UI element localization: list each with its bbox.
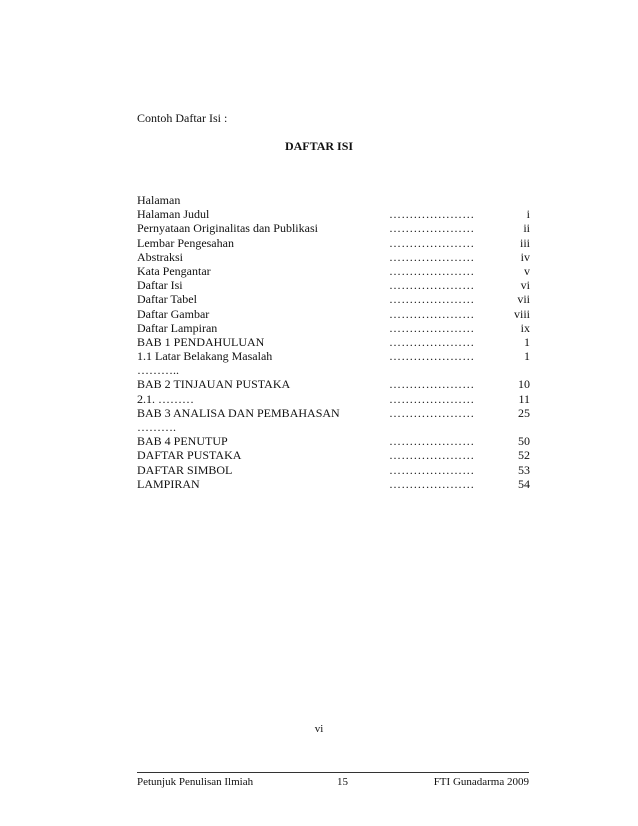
toc-label: Kata Pengantar <box>137 263 211 278</box>
toc-page: 10 <box>518 377 530 392</box>
footer-right-text: FTI Gunadarma 2009 <box>433 776 529 788</box>
toc-row <box>137 278 530 292</box>
toc-row <box>137 363 530 377</box>
toc-page: i <box>526 207 530 222</box>
toc-row <box>137 250 530 264</box>
toc-leader: ………………… <box>389 434 475 449</box>
toc-row <box>137 434 530 448</box>
toc-page: vi <box>520 278 530 293</box>
toc-row <box>137 207 530 221</box>
toc-leader: ………………… <box>389 263 475 278</box>
table-of-contents <box>137 193 530 491</box>
page-number: vi <box>314 723 324 735</box>
toc-leader: ………………… <box>389 320 475 335</box>
toc-label: BAB 2 TINJAUAN PUSTAKA <box>137 377 291 392</box>
toc-row <box>137 463 530 477</box>
toc-page: 53 <box>518 462 530 477</box>
toc-row <box>137 292 530 306</box>
toc-page: 52 <box>518 448 530 463</box>
toc-label: Pernyataan Originalitas dan Publikasi <box>137 221 318 236</box>
toc-page: 11 <box>518 391 530 406</box>
toc-page: v <box>524 263 530 278</box>
toc-row <box>137 392 530 406</box>
toc-page: 25 <box>518 405 530 420</box>
toc-page: 1 <box>524 349 530 364</box>
toc-row <box>137 193 530 207</box>
toc-leader: ………………… <box>389 207 475 222</box>
toc-row <box>137 321 530 335</box>
toc-leader: ………………… <box>389 462 475 477</box>
toc-leader: ………………… <box>389 278 475 293</box>
toc-label: ………. <box>137 420 176 434</box>
toc-page: ix <box>520 320 530 335</box>
toc-label: 2.1. ……… <box>137 391 194 406</box>
toc-leader: ………………… <box>389 349 475 364</box>
toc-leader: ………………… <box>389 391 475 406</box>
toc-row <box>137 448 530 462</box>
toc-page: iii <box>519 235 530 250</box>
toc-row <box>137 477 530 491</box>
toc-label: ……….. <box>137 363 179 378</box>
toc-row <box>137 377 530 391</box>
toc-leader: ………………… <box>389 377 475 392</box>
toc-label: Halaman Judul <box>137 207 210 222</box>
toc-page: ii <box>523 221 530 236</box>
footer-divider <box>137 772 529 773</box>
toc-leader: ………………… <box>389 405 475 420</box>
toc-leader: ………………… <box>389 448 475 463</box>
toc-page: 54 <box>518 476 530 491</box>
toc-label: LAMPIRAN <box>137 476 200 491</box>
toc-page: vii <box>517 292 530 307</box>
toc-leader: ………………… <box>389 476 475 491</box>
footer-left-text: Petunjuk Penulisan Ilmiah <box>137 776 254 788</box>
toc-label: DAFTAR SIMBOL <box>137 462 233 477</box>
toc-label: Abstraksi <box>137 249 183 264</box>
toc-row <box>137 349 530 363</box>
toc-leader: ………………… <box>389 306 475 321</box>
toc-row <box>137 406 530 420</box>
toc-leader: ………………… <box>389 235 475 250</box>
toc-page: viii <box>513 306 530 321</box>
toc-label: Lembar Pengesahan <box>137 235 234 250</box>
toc-row <box>137 307 530 321</box>
toc-row <box>137 264 530 278</box>
toc-page: 1 <box>524 334 530 349</box>
toc-label: BAB 4 PENUTUP <box>137 434 228 449</box>
toc-leader: ………………… <box>389 334 475 349</box>
toc-label: Daftar Tabel <box>137 292 197 307</box>
toc-row <box>137 335 530 349</box>
toc-leader: ………………… <box>389 249 475 264</box>
toc-leader: ………………… <box>389 292 475 307</box>
toc-label: 1.1 Latar Belakang Masalah <box>137 349 273 364</box>
toc-page: 50 <box>518 434 530 449</box>
intro-text: Contoh Daftar Isi : <box>137 111 228 125</box>
toc-leader: ………………… <box>389 221 475 236</box>
toc-label: DAFTAR PUSTAKA <box>137 448 242 463</box>
toc-label: BAB 3 ANALISA DAN PEMBAHASAN <box>137 405 340 420</box>
footer-page-number: 15 <box>337 776 348 788</box>
toc-label: Daftar Gambar <box>137 306 210 321</box>
toc-label: Daftar Lampiran <box>137 320 218 335</box>
toc-label: Daftar Isi <box>137 278 183 293</box>
toc-page: iv <box>520 249 530 264</box>
page-footer <box>137 776 529 790</box>
toc-label: Halaman <box>137 193 181 207</box>
toc-label: BAB 1 PENDAHULUAN <box>137 334 265 349</box>
toc-row <box>137 420 530 434</box>
toc-row <box>137 221 530 235</box>
toc-row <box>137 236 530 250</box>
page-title: DAFTAR ISI <box>284 139 354 153</box>
